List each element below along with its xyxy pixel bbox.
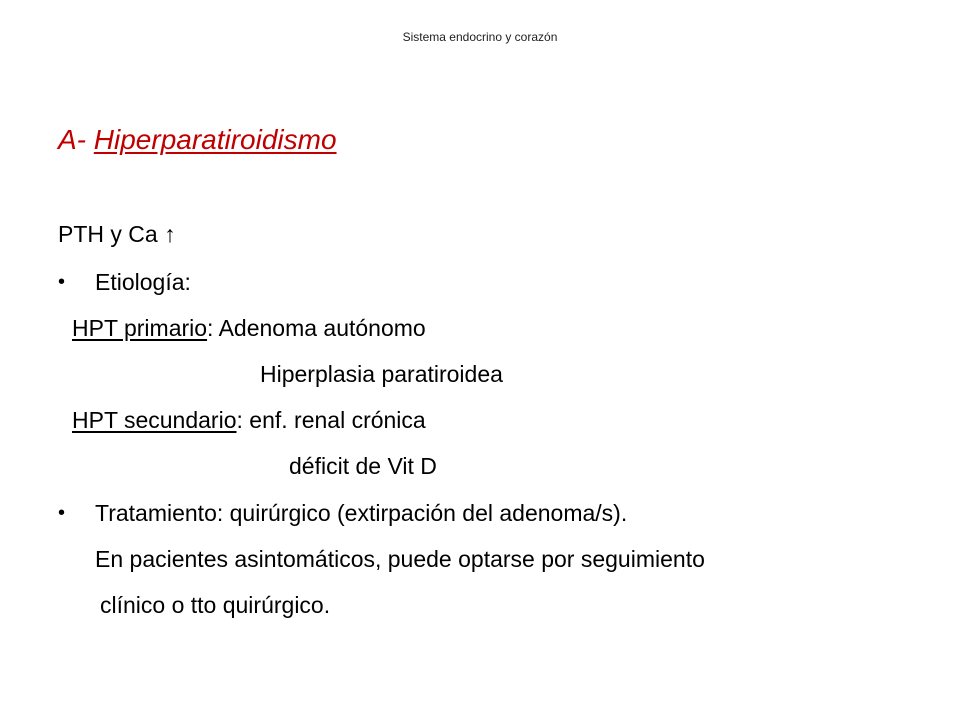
tratamiento-line-3: clínico o tto quirúrgico.	[100, 592, 331, 618]
hpt-secundario-sep: :	[236, 407, 250, 433]
hpt-primario-item2: Hiperplasia paratiroidea	[260, 361, 503, 387]
hpt-primario-item1: Adenoma autónomo	[218, 315, 426, 341]
hpt-primario-sep: :	[207, 315, 219, 341]
slide-title	[58, 120, 337, 160]
tratamiento-line-2: En pacientes asintomáticos, puede optarse por seguimiento	[95, 546, 705, 572]
title-main: Hiperparatiroidismo	[93, 124, 337, 155]
slide-header: Sistema endocrino y corazón	[402, 30, 558, 44]
title-prefix: A-	[58, 124, 94, 155]
hpt-primario-line	[72, 312, 426, 344]
bullet-tratamiento: •	[58, 502, 66, 524]
hpt-secundario-label: HPT secundario	[72, 407, 237, 433]
hpt-primario-label: HPT primario	[72, 315, 208, 341]
tratamiento-line-1: Tratamiento: quirúrgico (extirpación del adenoma/s).	[95, 500, 628, 526]
etiologia-heading: Etiología:	[95, 269, 191, 295]
bullet-etiologia: •	[58, 271, 66, 293]
hpt-secundario-line	[72, 404, 426, 436]
hpt-secundario-item1: enf. renal crónica	[249, 407, 426, 433]
intro-line: PTH y Ca ↑	[58, 221, 176, 247]
hpt-secundario-item2: déficit de Vit D	[289, 453, 437, 479]
